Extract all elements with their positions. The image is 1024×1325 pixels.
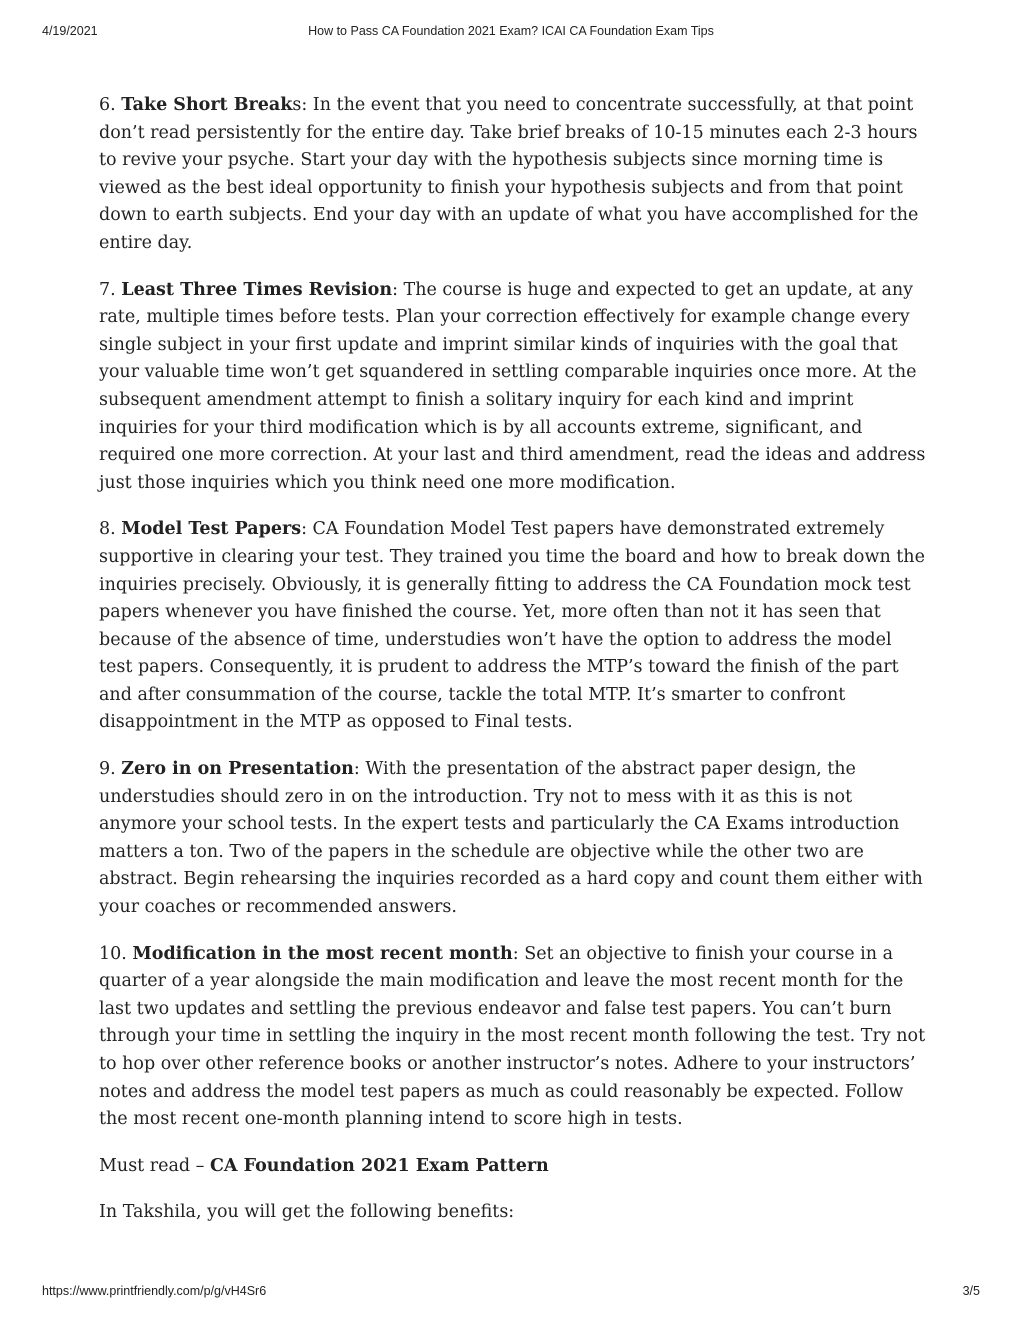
print-date: 4/19/2021 xyxy=(42,24,98,38)
must-read xyxy=(99,1153,929,1181)
tip-7 xyxy=(99,277,929,498)
tip-heading-suffix: s xyxy=(292,95,302,115)
tip-10 xyxy=(99,941,929,1134)
tip-text: : The course is huge and expected to get an update, at any rate, multiple times before tests. Plan your correction effectively for example change every single subject in your first update and imprint similar kinds of inquiries with the goal that your valuable time won’t get squandered in settling comparable inquiries once more. At the subsequent amendment attempt to finish a solitary inquiry for each kind and imprint inquiries for your third modification which is by all accounts extreme, significant, and required one more correction. At your last and third amendment, read the ideas and address just those inquiries which you think need one more modification. xyxy=(99,279,926,493)
page-number: 3/5 xyxy=(962,1284,980,1298)
print-header xyxy=(42,24,980,42)
tip-number: 10. xyxy=(99,943,133,964)
article-body xyxy=(99,92,929,1246)
tip-text: : Set an objective to finish your course in a quarter of a year alongside the main modification and leave the most recent month for the last two updates and settling the previous endeavor and false test papers. You can’t burn through your time in settling the inquiry in the most recent month following the test. Try not to hop over other reference books or another instructor’s notes. Adhere to your instructors’ notes and address the model test papers as much as could reasonably be expected. Follow the most recent one-month planning intend to score high in tests. xyxy=(99,943,926,1130)
tip-text: : CA Foundation Model Test papers have demonstrated extremely supportive in clearing your test. They trained you time the board and how to break down the inquiries precisely. Obviously, it is generally fitting to address the CA Foundation mock test papers whenever you have finished the course. Yet, more often than not it has seen that because of the absence of time, understudies won’t have the option to address the model test papers. Consequently, it is prudent to address the MTP’s toward the finish of the part and after consummation of the course, tackle the total MTP. It’s smarter to confront disappointment in the MTP as opposed to Final tests. xyxy=(99,519,925,733)
print-title: How to Pass CA Foundation 2021 Exam? ICAI CA Foundation Exam Tips xyxy=(308,24,714,38)
tip-heading: Take Short Break xyxy=(121,95,293,115)
tip-heading: Model Test Papers xyxy=(121,519,302,540)
tip-heading: Zero in on Presentation xyxy=(121,759,354,780)
tip-number: 8. xyxy=(99,519,122,540)
tip-9 xyxy=(99,756,929,922)
must-read-link[interactable]: CA Foundation 2021 Exam Pattern xyxy=(210,1155,549,1176)
benefits-intro: In Takshila, you will get the following benefits: xyxy=(99,1202,515,1223)
print-url: https://www.printfriendly.com/p/g/vH4Sr6 xyxy=(42,1284,267,1298)
must-read-prefix: Must read – xyxy=(99,1155,210,1176)
tip-heading: Least Three Times Revision xyxy=(121,279,393,300)
tip-text: : With the presentation of the abstract paper design, the understudies should zero in on the introduction. Try not to mess with it as this is not anymore your school tests. In the expert tests and particularly the CA Exams introduction matters a ton. Two of the papers in the schedule are objective while the other two are abstract. Begin rehearsing the inquiries recorded as a hard copy and count them either with your coaches or recommended answers. xyxy=(99,759,923,918)
tip-heading: Modification in the most recent month xyxy=(132,943,513,964)
tip-text: : In the event that you need to concentrate successfully, at that point don’t read persistently for the entire day. Take brief breaks of 10-15 minutes each 2-3 hours to revive your psyche. Start your day with the hypothesis subjects since morning time is viewed as the best ideal opportunity to finish your hypothesis subjects and from that point down to earth subjects. End your day with an update of what you have accomplished for the entire day. xyxy=(99,95,919,253)
tip-number: 6. xyxy=(99,95,122,115)
tip-number: 7. xyxy=(99,279,122,300)
tip-6 xyxy=(99,92,929,258)
tip-number: 9. xyxy=(99,759,122,780)
tip-8 xyxy=(99,516,929,737)
print-footer xyxy=(42,1284,980,1302)
